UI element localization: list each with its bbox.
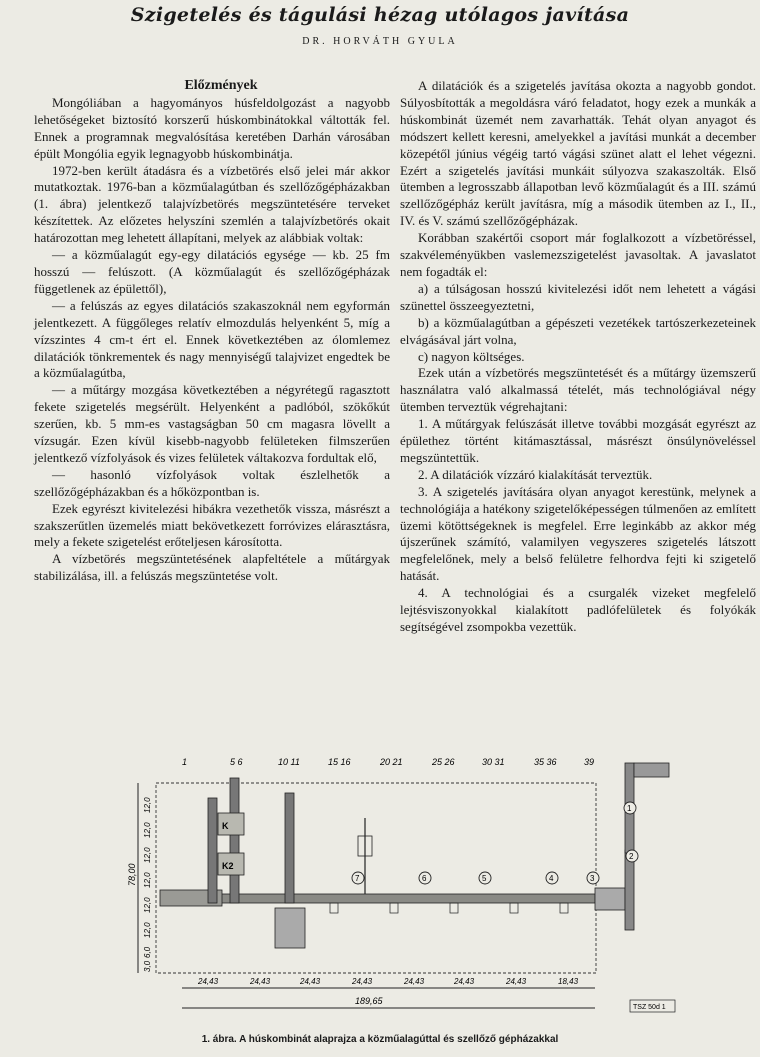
marker-group (352, 802, 638, 884)
stub (390, 903, 398, 913)
dimension-label: 12,0 (143, 822, 152, 838)
paragraph: b) a közműalagútban a gépészeti vezetékek tartószerkezeteinek elvágásával járt volna, (400, 314, 756, 347)
axis-number: 30 31 (482, 757, 505, 767)
dimension-label: 6,0 (143, 946, 152, 958)
dimension-label: 3,0 (143, 960, 152, 972)
axis-number: 20 21 (380, 757, 403, 767)
stub (510, 903, 518, 913)
vertical-shaft (230, 778, 239, 903)
paragraph: Mongóliában a hagyományos húsfeldolgozást a nagyobb lehetőségeket biztosító korszerű húskombinátokkal váltották fel. Ennek a programnak megvalósítása keretében Darhán városában épült Mongólia egyik legnagyobb húskombinátja. (34, 94, 390, 161)
marker-label: 6 (422, 874, 427, 883)
paragraph: — a műtárgy mozgása következtében a négyrétegű ragasztott fekete szigetelés megsérült. Helyenként a padlóból, szökőkút szerűen, kb. 5 mm-es vastagságban 50 cm magasra lövellt a vízsugár. Ezen kívül kisebb-nagyobb felületeken filmszerűen jelentkező vízfolyások és vizes felületek váltakozva fordultak elő, (34, 382, 390, 465)
axis-number: 15 16 (328, 757, 351, 767)
right-column (400, 78, 756, 636)
marker-label: 1 (627, 804, 632, 813)
article-author: DR. HORVÁTH GYULA (302, 36, 458, 47)
dimension-label: 24,43 (250, 977, 271, 986)
article-title: Szigetelés és tágulási hézag utólagos javítása (130, 4, 630, 26)
paragraph: A vízbetörés megszüntetésének alapfeltétele a műtárgyak stabilizálása, ill. a felúszás megszüntetése volt. (34, 551, 390, 584)
paragraph: 1. A műtárgyak felúszását illetve további mozgását egyrészt az épülethez történt kitámasztással, másrészt önsúlynöveléssel megszüntettük. (400, 416, 756, 465)
stub (330, 903, 338, 913)
paragraph: A dilatációk és a szigetelés javítása okozta a nagyobb gondot. Súlyosbították a megoldásra váró feladatot, hogy ezek a munkák a húskombinát üzemét nem zavarhatták. Tehát olyan anyagot és módszert kellett keresni, amelyekkel a javítási munkát a december közepétől június végéig tartó vágási szünet alatt el lehet végezni. Ezért a szigetelés javítási munkáit súlyozva szakaszolták. Első ütemben a legrosszabb állapotban levő közműalagút és a III. számú szellőzőgépház került javításra, míg a második ütemben az I., II., IV. és V. számú szellőzőgépházak. (400, 78, 756, 229)
paragraph: 1972-ben került átadásra és a vízbetörés első jelei már akkor mutatkoztak. 1976-ban a közműalagútban és szellőzőgépházakban (1. ábra) jelentkező talajvízbetörés megszüntetésére terveket készítettek. Az előzetes helyszíni szemlén a talajvízbetörés okait határozottan meg lehetett állapítani, melyek az alábbiak voltak: (34, 162, 390, 246)
paragraph: Ezek után a vízbetörés megszüntetését és a műtárgy üzemszerű használatra való alkalmassá tételét, más technológiával négy ütemben terveztük végrehajtani: (400, 365, 756, 415)
dimension-label: 24,43 (404, 977, 425, 986)
dimension-label: 24,43 (454, 977, 475, 986)
floor-plan-figure (120, 738, 720, 1023)
paragraph: Ezek egyrészt kivitelezési hibákra vezethetők vissza, másrészt a szakszerűtlen üzemelés miatt bekövetkezett forróvizes elárasztásra, mely a fekete szigetelést erőteljesen károsította. (34, 500, 390, 550)
ventilation-room (634, 763, 669, 777)
marker-label: 7 (355, 874, 360, 883)
paragraph: — hasonló vízfolyások voltak észlelhetők a szellőzőgépházakban és a hőközpontban is. (34, 466, 390, 499)
building-outline (156, 783, 596, 973)
paragraph: 4. A technológiai és a csurgalék vizeket megfelelő lejtésviszonyokkal kialakított padlófelületek és folyókák segítségével zsompokba vezettük. (400, 585, 756, 634)
dimension-label: 12,0 (143, 872, 152, 888)
paragraph: Korábban szakértői csoport már foglalkozott a vízbetöréssel, szakvéleményükben vaslemezszigetelést javasoltak. A javaslatot nem fogadták el: (400, 230, 756, 279)
marker-label: 4 (549, 874, 554, 883)
vertical-shaft (208, 798, 217, 903)
paragraph: 2. A dilatációk vízzáró kialakítását terveztük. (418, 466, 653, 482)
paragraph: — a közműalagút egy-egy dilatációs egysége — kb. 25 fm hosszú — felúszott. (A közműalagút és szellőzőgépházak függetlenek az épülettől), (34, 247, 390, 296)
paragraph: 3. A szigetelés javítására olyan anyagot kerestünk, melynek a technológiája a hatékony szigetelőképességen túlmenően az említett üzemi kötöttségeknek is megfelel. Erre leginkább az akkor még újszerűnek számító, valamilyen vegyszeres szigetelés látszott megfelelőnek, mely a belső felületre felhordva fejti ki szigetelő hatását. (400, 483, 756, 584)
marker-label: 5 (482, 874, 487, 883)
dimension-label: 12,0 (143, 897, 152, 913)
total-width-label: 189,65 (355, 996, 383, 1006)
dimension-label: 24,43 (352, 977, 373, 986)
stub (450, 903, 458, 913)
boiler-room (595, 888, 625, 910)
figure-caption: 1. ábra. A húskombinát alaprajza a közműalagúttal és szellőző gépházakkal (201, 1034, 559, 1045)
dimension-label: 24,43 (198, 977, 219, 986)
axis-number: 5 6 (230, 757, 243, 767)
room-label: K (222, 821, 229, 831)
dimension-label: 12,0 (143, 922, 152, 938)
room-label: K2 (222, 861, 234, 871)
paragraph: c) nagyon költséges. (418, 348, 525, 364)
axis-number: 35 36 (534, 757, 557, 767)
ventilation-room (275, 908, 305, 948)
utility-tunnel (220, 894, 595, 903)
dimension-label: 24,43 (506, 977, 527, 986)
vertical-shaft (285, 793, 294, 903)
axis-number: 10 11 (278, 757, 300, 767)
paragraph: a) a túlságosan hosszú kivitelezési időt nem lehetett a vágási szünettel összeegyeztetni, (400, 280, 756, 313)
axis-number: 1 (182, 757, 188, 767)
floor-plan-drawing (120, 738, 720, 1023)
axis-number: 39 (584, 757, 595, 767)
dimension-label: 24,43 (300, 977, 321, 986)
stamp-label: TSZ 50d 1 (633, 1004, 666, 1011)
dimension-label: 18,43 (558, 977, 579, 986)
section-heading: Előzmények (184, 78, 258, 93)
dimension-label: 12,0 (143, 797, 152, 813)
marker-label: 3 (590, 874, 595, 883)
axis-number: 25 26 (432, 757, 455, 767)
stub (560, 903, 568, 913)
dimension-label: 12,0 (143, 847, 152, 863)
paragraph: — a felúszás az egyes dilatációs szakaszoknál nem egyformán jelentkezett. A függőleges relatív elmozdulás helyenként 5, míg a vízszintes 4 cm-t ért el. Ennek következtében az ólomlemez dilatációk tönkrementek és nagy mennyiségű talajvizet engedtek be a közműalagútba, (34, 297, 390, 381)
left-column (34, 78, 390, 585)
marker-label: 2 (629, 852, 634, 861)
total-height-label: 78,00 (127, 863, 137, 886)
